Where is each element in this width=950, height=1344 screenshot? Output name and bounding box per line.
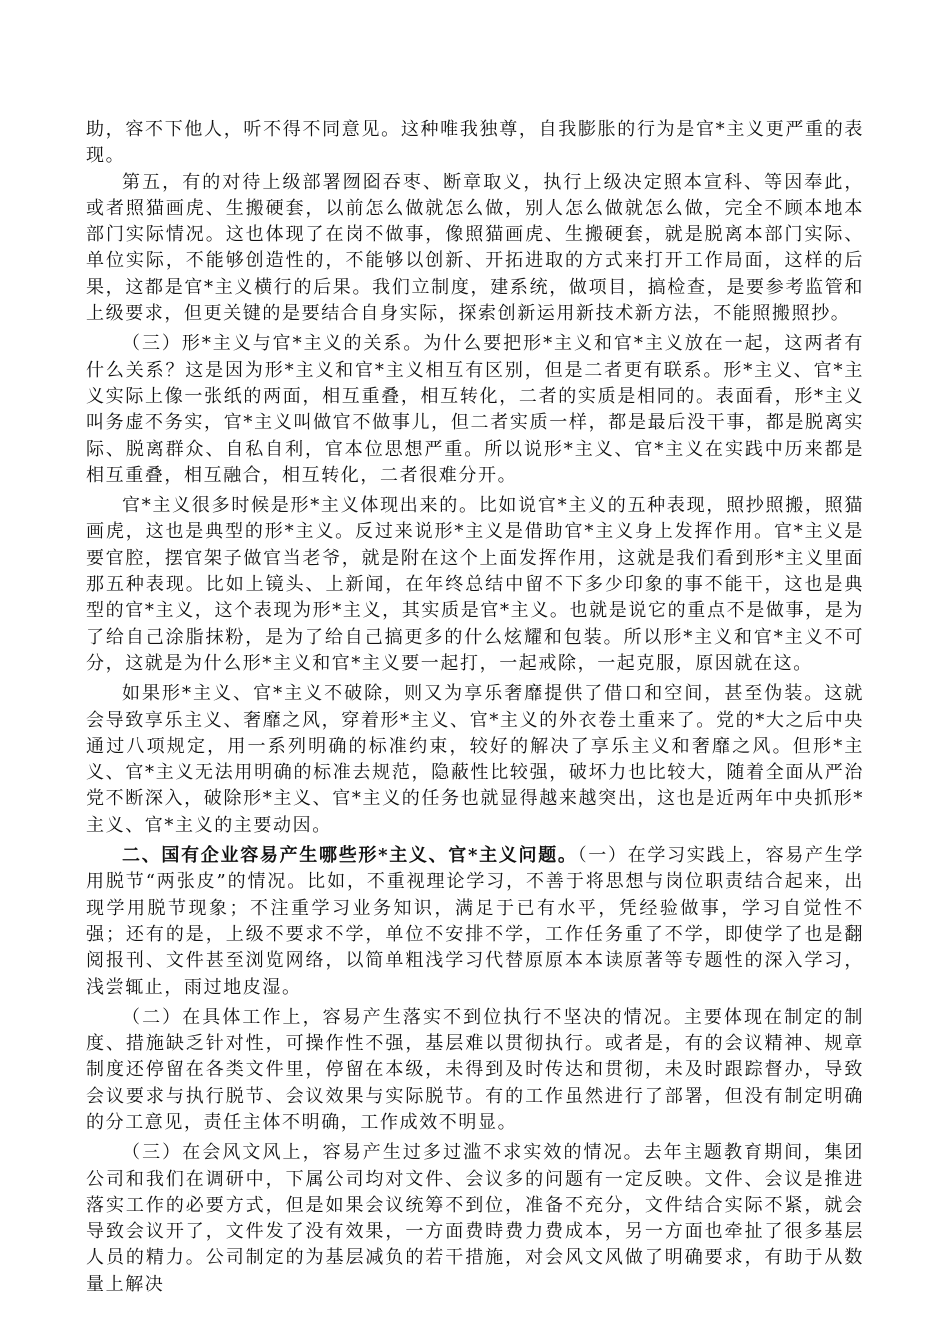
paragraph-bureaucratism-examples: 官*主义很多时候是形*主义体现出来的。比如说官*主义的五种表现，照抄照搬，照猫画虎，这也是典型的形*主义。反过来说形*主义是借助官*主义身上发挥作用。官*主义是要官腔，摆官架子做官当老爷，就是附在这个上面发挥作用，这就是我们看到形*主义里面那五种表现。比如上镜头、上新闻，在年终总结中留不下多少印象的事不能干，这也是典型的官*主义，这个表现为形*主义，其实质是官*主义。也就是说它的重点不是做事，是为了给自己涂脂抹粉，是为了给自己搞更多的什么炫耀和包装。所以形*主义和官*主义不可分，这就是为什么形*主义和官*主义要一起打，一起戒除，一起克服，原因就在这。	[86, 495, 864, 674]
paragraph-continuation: 助，容不下他人，听不得不同意见。这种唯我独尊，自我膨胀的行为是官*主义更严重的表现。	[86, 119, 864, 167]
paragraph-fifth-point: 第五，有的对待上级部署囫囵吞枣、断章取义，执行上级决定照本宣科、等因奉此，或者照猫画虎、生搬硬套，以前怎么做就怎么做，别人怎么做就怎么做，完全不顾本地本部门实际情况。这也体现了在岗不做事，像照猫画虎、生搬硬套，就是脱离本部门实际、单位实际，不能够创造性的，不能够以创新、开拓进取的方式来打开工作局面，这样的后果，这都是官*主义横行的后果。我们立制度，建系统，做项目，搞检查，是要参考监管和上级要求，但更关键的是要结合自身实际，探索创新运用新技术新方法，不能照搬照抄。	[86, 171, 864, 325]
section-body: （一）在学习实践上，容易产生学用脱节“两张皮”的情况。比如，不重视理论学习，不善于将思想与岗位职责结合起来，出现学用脱节现象；不注重学习业务知识，满足于已有水平，凭经验做事，学习自觉性不强；还有的是，上级不要求不学，单位不安排不学，工作任务重了不学，即使学了也是翻阅报刊、文件甚至浏览网络，以简单粗浅学习代替原原本本读原著等专题性的深入学习，浅尝辄止，雨过地皮湿。	[86, 845, 864, 998]
paragraph-hedonism: 如果形*主义、官*主义不破除，则又为享乐奢靡提供了借口和空间，甚至伪装。这就会导致享乐主义、奢靡之风，穿着形*主义、官*主义的外衣卷土重来了。党的*大之后中央通过八项规定，用一系列明确的标准约束，较好的解决了享乐主义和奢靡之风。但形*主义、官*主义无法用明确的标准去规范，隐蔽性比较强，破坏力也比较大，随着全面从严治党不断深入，破除形*主义、官*主义的任务也就显得越来越突出，这也是近两年中央抓形*主义、官*主义的主要动因。	[86, 683, 864, 836]
paragraph-work-implementation: （二）在具体工作上，容易产生落实不到位执行不坚决的情况。主要体现在制定的制度、措施缺乏针对性，可操作性不强，基层难以贯彻执行。或者是，有的会议精神、规章制度还停留在各类文件里，停留在本级，未得到及时传达和贯彻，未及时跟踪督办，导致会议要求与执行脱节、会议效果与实际脱节。有的工作虽然进行了部署，但没有制定明确的分工意见，责任主体不明确，工作成效不明显。	[86, 1006, 864, 1133]
paragraph-relationship: （三）形*主义与官*主义的关系。为什么要把形*主义和官*主义放在一起，这两者有什么关系？这是因为形*主义和官*主义相互有区别，但是二者更有联系。形*主义、官*主义实际上像一张纸的两面，相互重叠，相互转化，二者的实质是相同的。表面看，形*主义叫务虚不务实，官*主义叫做官不做事儿，但二者实质一样，都是最后没干事，都是脱离实际、脱离群众、自私自利，官本位思想严重。所以说形*主义、官*主义在实践中历来都是相互重叠，相互融合，相互转化，二者很难分开。	[86, 333, 864, 486]
section-heading: 二、国有企业容易产生哪些形*主义、官*主义问题。	[122, 845, 578, 867]
paragraph-section-two	[86, 843, 864, 1001]
paragraph-meeting-style: （三）在会风文风上，容易产生过多过滥不求实效的情况。去年主题教育期间，集团公司和我们在调研中，下属公司均对文件、会议多的问题有一定反映。文件、会议是推进落实工作的必要方式，但是如果会议统筹不到位，准备不充分，文件结合实际不紧，就会导致会议开了，文件发了没有效果，一方面费時费力费成本，另一方面也牵扯了很多基层人员的精力。公司制定的为基层减负的若干措施，对会风文风做了明确要求，有助于从数量上解决	[86, 1142, 864, 1295]
